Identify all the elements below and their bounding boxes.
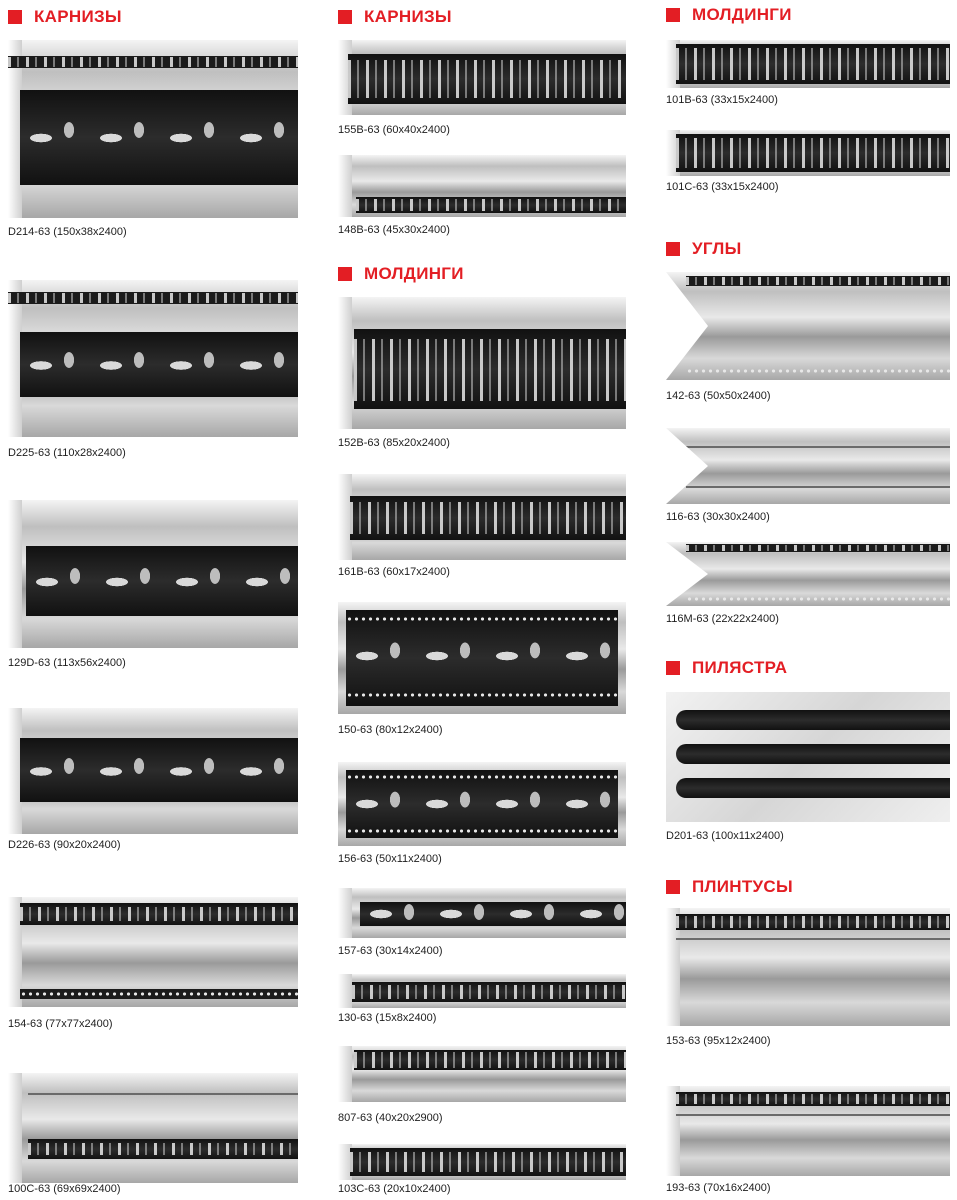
section-header-moldings: [666, 6, 792, 24]
section-title: ПЛИНТУСЫ: [692, 877, 793, 896]
product-caption: 807-63 (40x20x2900): [338, 1112, 443, 1124]
red-square-icon: [666, 880, 680, 894]
red-square-icon: [338, 267, 352, 281]
product-image-d214[interactable]: [8, 40, 298, 218]
section-header-plinths: [666, 878, 793, 896]
product-image-100c[interactable]: [8, 1073, 298, 1183]
product-caption: 161B-63 (60x17x2400): [338, 566, 450, 578]
product-image-130[interactable]: [338, 974, 626, 1008]
product-caption: 152B-63 (85x20x2400): [338, 437, 450, 449]
product-caption: 157-63 (30x14x2400): [338, 945, 443, 957]
section-header-corners: [666, 240, 742, 258]
product-image-d226[interactable]: [8, 708, 298, 834]
product-caption: 116M-63 (22x22x2400): [666, 613, 779, 625]
product-image-807[interactable]: [338, 1046, 626, 1102]
product-caption: 129D-63 (113x56x2400): [8, 657, 126, 669]
product-caption: 116-63 (30x30x2400): [666, 511, 770, 523]
product-image-d201[interactable]: [666, 692, 950, 822]
product-image-103c[interactable]: [338, 1144, 626, 1180]
product-caption: 130-63 (15x8x2400): [338, 1012, 437, 1024]
section-header-pilaster: [666, 659, 787, 677]
product-caption: 150-63 (80x12x2400): [338, 724, 443, 736]
product-image-152b[interactable]: [338, 297, 626, 429]
product-image-193[interactable]: [666, 1086, 950, 1176]
section-title: ПИЛЯСТРА: [692, 658, 788, 677]
section-title: КАРНИЗЫ: [34, 7, 122, 26]
product-image-153[interactable]: [666, 908, 950, 1026]
product-image-156[interactable]: [338, 762, 626, 846]
product-image-150[interactable]: [338, 602, 626, 714]
product-caption: D214-63 (150x38x2400): [8, 226, 127, 238]
product-caption: 193-63 (70x16x2400): [666, 1182, 771, 1194]
product-image-161b[interactable]: [338, 474, 626, 560]
product-caption: 154-63 (77x77x2400): [8, 1018, 113, 1030]
product-caption: 100C-63 (69x69x2400): [8, 1183, 121, 1195]
red-square-icon: [8, 10, 22, 24]
section-title: МОЛДИНГИ: [692, 5, 792, 24]
section-header-cornices: [8, 8, 122, 26]
product-image-116[interactable]: [666, 428, 950, 504]
product-caption: 155B-63 (60x40x2400): [338, 124, 450, 136]
red-square-icon: [666, 242, 680, 256]
product-image-101c[interactable]: [666, 130, 950, 176]
section-header-moldings: [338, 265, 464, 283]
product-image-116m[interactable]: [666, 542, 950, 606]
product-caption: D225-63 (110x28x2400): [8, 447, 126, 459]
product-caption: 103C-63 (20x10x2400): [338, 1183, 451, 1195]
section-header-cornices: [338, 8, 452, 26]
product-caption: D201-63 (100x11x2400): [666, 830, 784, 842]
product-image-154[interactable]: [8, 897, 298, 1007]
product-image-142[interactable]: [666, 272, 950, 380]
section-title: УГЛЫ: [692, 239, 742, 258]
product-caption: 142-63 (50x50x2400): [666, 390, 771, 402]
red-square-icon: [338, 10, 352, 24]
product-image-101b[interactable]: [666, 40, 950, 88]
section-title: МОЛДИНГИ: [364, 264, 464, 283]
red-square-icon: [666, 8, 680, 22]
product-image-157[interactable]: [338, 888, 626, 938]
product-image-155b[interactable]: [338, 40, 626, 115]
product-caption: 153-63 (95x12x2400): [666, 1035, 771, 1047]
product-caption: 101B-63 (33x15x2400): [666, 94, 778, 106]
red-square-icon: [666, 661, 680, 675]
product-caption: D226-63 (90x20x2400): [8, 839, 121, 851]
product-caption: 148B-63 (45x30x2400): [338, 224, 450, 236]
product-image-d225[interactable]: [8, 280, 298, 437]
product-image-148b[interactable]: [338, 155, 626, 217]
product-image-129d[interactable]: [8, 500, 298, 648]
product-caption: 156-63 (50x11x2400): [338, 853, 442, 865]
product-caption: 101C-63 (33x15x2400): [666, 181, 779, 193]
section-title: КАРНИЗЫ: [364, 7, 452, 26]
